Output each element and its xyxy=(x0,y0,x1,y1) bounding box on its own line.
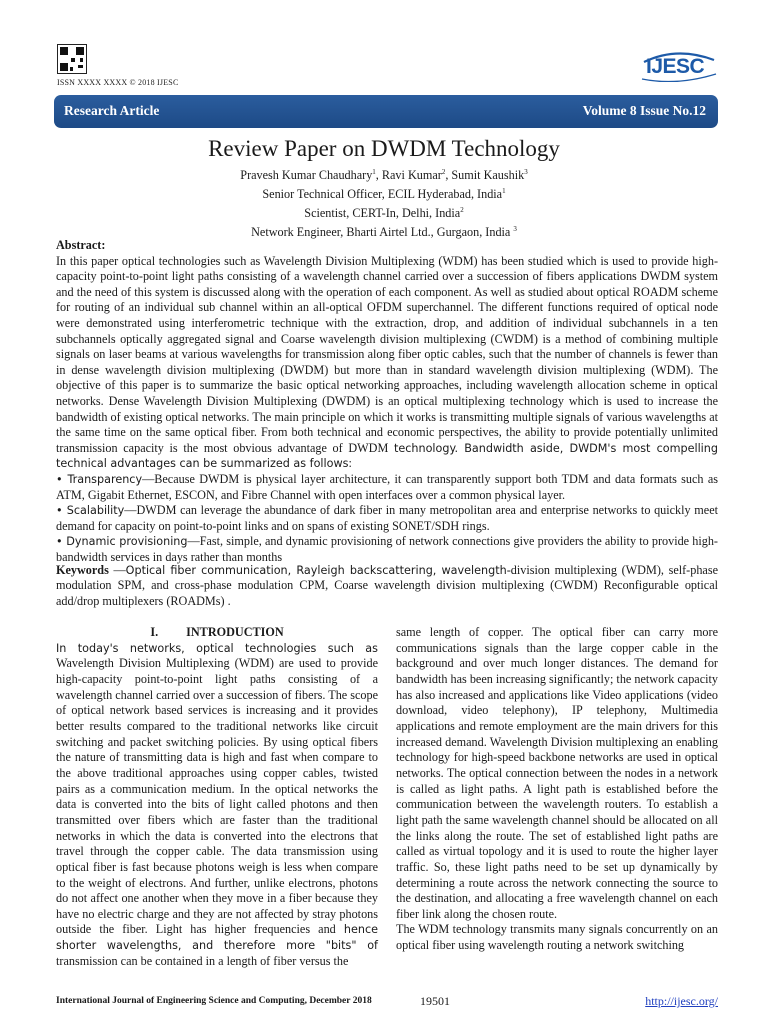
journal-link[interactable]: http://ijesc.org/ xyxy=(645,994,718,1008)
abstract-section xyxy=(56,238,718,565)
author-2-sup: 2 xyxy=(441,168,446,176)
qr-code xyxy=(57,44,87,74)
volume-issue: Volume 8 Issue No.12 xyxy=(582,103,706,118)
author-3: , Sumit Kaushik xyxy=(445,168,525,183)
logo-text: IJESC xyxy=(646,55,705,78)
abstract-bullet-scalability: • Scalability—DWDM can leverage the abundance of dark fiber in many metropolitan area and enterprise networks to quickly meet demand for capacity on point-to-point links and on spans of existing SONET/SDH rings. xyxy=(56,503,718,533)
ijesc-logo xyxy=(622,52,720,82)
affiliation-2: Scientist, CERT-In, Delhi, India$^2$ xyxy=(304,206,464,221)
author-block xyxy=(0,164,768,240)
issn-line: ISSN XXXX XXXX © 2018 IJESC xyxy=(57,78,179,87)
abstract-body: In this paper optical technologies such as Wavelength Division Multiplexing (WDM) has been studied which is used to provide high-capacity point-to-point light paths consisting of a wavelength channel carried over a succession of fibers applications DWDM system and the need of this system is discussed along with the operation of each component. As well as studied about optical ROADM scheme for routing of an individual sub channel within an all-optical OFDM superchannel. The different functions required of optical node were demonstrated using interferometric technique with the extraction, drop, and addition of individual subchannels in a ten subchannels optically aggregated signal and Coarse wavelength division multiplexing (CWDM) is a method of combining multiple signals on laser beams at various wavelengths for transmission along fiber optic cables, such that the number of channels is fewer than in dense wavelength division multiplexing (DWDM) but more than in standard wavelength division multiplexing (WDM). The objective of this paper is to summarize the basic optical networking approaches, including wavelength allocation scheme in optical networks. Dense Wavelength Division Multiplexing (DWDM) is an optical multiplexing technology which is used to increase the bandwidth of existing optical networks. The main principle on which it works is transmitting multiple signals of various wavelengths at the same time on the same optical fiber. From both technical and economic perspectives, the ability to provide potentially unlimited transmission capacity is the most obvious advantage of DWDM technology. Bandwidth aside, DWDM's most compelling technical advantages can be summarized as follows: xyxy=(56,253,718,471)
intro-paragraph-wdm: The WDM technology transmits many signals concurrently on an optical fiber using wavelength routing a network switching xyxy=(396,922,718,953)
keywords-heading: Keywords xyxy=(56,563,109,577)
author-1: Pravesh Kumar Chaudhary xyxy=(240,168,373,183)
affiliation-3: Network Engineer, Bharti Airtel Ltd., Gurgaon, India $^3$ xyxy=(251,225,517,240)
intro-paragraph-left: In today's networks, optical technologies such as Wavelength Division Multiplexing (WDM) are used to provide high-capacity point-to-point light paths consisting of a wavelength channel carried over a succession of fibers. The scope of optical network based services is increasing and it provides better results compared to the traditional networks like circuit switching and packet switching policies. By using optical fibers the nature of transmitting data is high and fast when compare to the above traditional approaches using copper cables, twisted pairs as a communication medium. In the optical networks the data is converted into the bits of light called photons and then transmitted over fibers which are faster than the traditional networks in which the data is converted into the electrons that travel through the copper cable. The data transmission using optical fiber is fast because photons weigh is less when compare to the weight of electrons. And further, unlike electrons, photons do not affect one another when they move in a fiber because they have no electric charge and they are not affected by stray photons outside the fiber. Light has higher frequencies and hence shorter wavelengths, and therefore more "bits" of transmission can be contained in a length of fiber versus the xyxy=(56,641,378,968)
abstract-heading: Abstract: xyxy=(56,238,106,252)
intro-paragraph-right: same length of copper. The optical fiber can carry more communications signals than the large copper cable in the background and over much longer distances. The demand for bandwidth has been increasing significantly; the network capacity has also increased and applications like Video applications (video download, video telephony), IP telephony, Multimedia applications and remote employment are the main drivers for this increased demand. Wavelength Division multiplexing an enabling technology for high-speed backbone networks are used in optical networks. The optical connection between the nodes in a network is called as light paths. A light path is established before the communication between the wavelength routers. To establish a light path the same wavelength channel should be allocated on all the links along the route. The set of established light paths are called as virtual topology and it is used to route the higher layer traffic. So, these light paths need to be set up dynamically by determining a route across the network connecting the source to the destination, and allocating a free wavelength channel on each fiber link along the chosen route. xyxy=(396,625,718,921)
footer-journal: International Journal of Engineering Science and Computing, December 2018 xyxy=(56,996,372,1006)
right-column xyxy=(396,625,718,954)
author-2: , Ravi Kumar xyxy=(375,168,442,183)
affiliation-1: Senior Technical Officer, ECIL Hyderabad, India$^1$ xyxy=(262,187,506,202)
author-names xyxy=(0,164,768,183)
keywords-section: Keywords —Optical fiber communication, Rayleigh backscattering, wavelength-division multiplexing (WDM), self-phase modulation SPM, and cross-phase modulation CPM, Coarse wavelength division multiplexing (CWDM) Reconfigurable optical add/drop multiplexers (ROADMs) . xyxy=(56,563,718,608)
page-number: 19501 xyxy=(420,994,450,1008)
page-footer xyxy=(56,994,718,1010)
abstract-bullet-provisioning: • Dynamic provisioning—Fast, simple, and dynamic provisioning of network connections give providers the ability to provide high-bandwidth services in days rather than months xyxy=(56,534,718,564)
left-column xyxy=(56,625,378,969)
article-banner xyxy=(54,95,718,128)
article-type: Research Article xyxy=(64,103,160,118)
introduction-heading: I. INTRODUCTION xyxy=(150,625,284,639)
author-3-sup: 3 xyxy=(524,168,528,176)
paper-title: Review Paper on DWDM Technology xyxy=(208,136,560,161)
abstract-bullet-transparency: • Transparency—Because DWDM is physical layer architecture, it can transparently support both TDM and data formats such as ATM, Gigabit Ethernet, ESCON, and Fibre Channel with open interfaces over a common physical layer. xyxy=(56,471,718,502)
author-1-sup: 1 xyxy=(372,168,376,176)
